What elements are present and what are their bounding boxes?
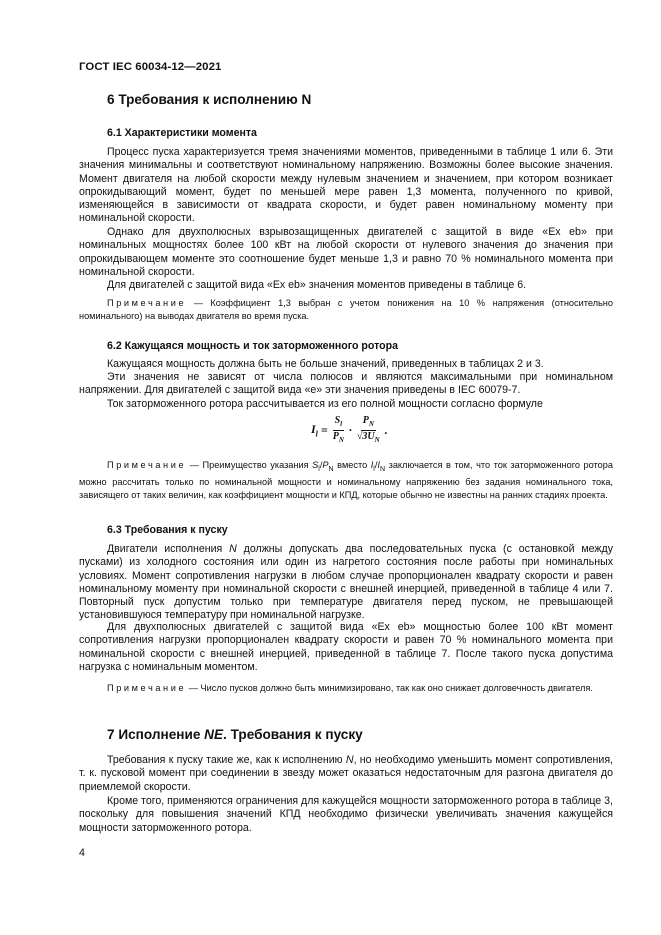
note-text: — Коэффициент 1,3 выбран с учетом понижения на 10 % напряжения (относительно номинального) на выводах двигателя во время пуска.: [79, 298, 613, 321]
section-6-1-paragraph-3: Для двигателей с защитой вида «Ex eb» значения моментов приведены в таблице 6.: [107, 279, 527, 291]
section-6-2-paragraph-2: Эти значения не зависят от числа полюсов и являются максимальными при номинальном напряжении. Для двигателей с защитой вида «е» эти значения приведены в IEC 60079-7.: [79, 371, 613, 397]
section-6-2-note: Примечание — Преимущество указания $S_l/P_N$ вместо $I_l/I_N$ заключается в том, что ток заторможенного ротора можно рассчитать только по номинальной мощности и номинальному напряжению без задания номинального тока, зависящего от таких величин, как коэффициент мощности и КПД, которые обычно не известны на ранних стадиях проекта.: [79, 460, 613, 501]
formula-fraction-1: $\frac{S_l}{P_N}$: [332, 415, 344, 444]
formula-end: .: [384, 423, 388, 437]
note-text: — Число пусков должно быть минимизировано, так как оно снижает долговечность двигателя.: [186, 683, 593, 693]
section-6-2-paragraph-1: Кажущаяся мощность должна быть не больше значений, приведенных в таблицах 2 и 3.: [107, 358, 544, 370]
section-6-heading: 6 Требования к исполнению N: [107, 92, 312, 107]
note-label: Примечание: [107, 460, 187, 470]
formula-dot: ·: [348, 423, 352, 437]
formula-equals: =: [320, 423, 328, 437]
section-6-2-paragraph-3: Ток заторможенного ротора рассчитывается из его полной мощности согласно формуле: [107, 398, 543, 410]
note-label: Примечание: [107, 683, 187, 693]
section-6-1-paragraph-1: Процесс пуска характеризуется тремя значениями моментов, приведенными в таблице 1 или 6. Эти значения минимальны и соответствуют номинальному напряжению. Возможны более высокие значения. Момент двигателя на любой скорости между нулевым значением и значением, при котором возникает опрокидывающий момент, будет по меньшей мере равен 1,3 момента, полученного по кривой, изменяющейся в зависимости от квадрата скорости, и будет равен номинальному моменту при номинальной скорости.: [79, 146, 613, 225]
section-6-3-heading: 6.3 Требования к пуску: [107, 524, 228, 536]
section-6-3-paragraph-2: Для двухполюсных двигателей с защитой вида «Ex eb» мощностью более 100 кВт момент сопротивления нагрузки пропорционален квадрату скорости и равен 70 % номинального момента при номинальной скорости с внешней инерцией, приведенной в таблице 7. После такого пуска допустима нагрузка с номинальным моментом.: [79, 621, 613, 673]
formula-fraction-2: $\frac{P_N}{√3U_N}$: [356, 415, 380, 444]
note-label: Примечание: [107, 298, 187, 308]
section-6-2-heading: 6.2 Кажущаяся мощность и ток заторможенного ротора: [107, 340, 398, 352]
locked-rotor-current-formula: [311, 415, 388, 446]
section-6-1-heading: 6.1 Характеристики момента: [107, 127, 257, 139]
formula-lhs: $I_l$: [311, 422, 318, 439]
section-7-heading: 7 Исполнение NE. Требования к пуску: [107, 727, 363, 742]
document-header: ГОСТ IEC 60034-12—2021: [79, 61, 222, 73]
section-6-3-note: [79, 682, 613, 695]
section-7-paragraph-2: Кроме того, применяются ограничения для кажущейся мощности заторможенного ротора в таблице 3, поскольку для повышения значений КПД необходимо физически увеличивать значения кажущейся мощности заторможенного ротора.: [79, 795, 613, 834]
section-6-1-note: [79, 297, 613, 322]
section-7-paragraph-1: Требования к пуску такие же, как к исполнению N, но необходимо уменьшить момент сопротивления, т. к. пусковой момент при соединении в звезду может оказаться недостаточным для разгона двигателя до приемлемой скорости.: [79, 754, 613, 793]
page-number: 4: [79, 847, 85, 859]
section-6-3-paragraph-1: Двигатели исполнения N должны допускать два последовательных пуска (с остановкой между пусками) из холодного состояния или один из нагретого состояния после работы при номинальных условиях. Момент сопротивления нагрузки в любом случае пропорционален квадрату скорости и равен номинальному моменту при номинальной скорости с внешней инерцией, приведенной в таблице 4 или 7. Повторный пуск допустим только при температуре двигателя перед пуском, не превышающей установившуюся температуру при номинальной нагрузке.: [79, 543, 613, 622]
section-6-1-paragraph-2: Однако для двухполюсных взрывозащищенных двигателей с защитой в виде «Ex eb» при номинальных мощностях более 100 кВт на любой скорости от нулевого значения до значения при опрокидывающем моменте это соотношение будет меньше 1,3 и равно 70 % номинального момента при номинальной скорости.: [79, 226, 613, 278]
